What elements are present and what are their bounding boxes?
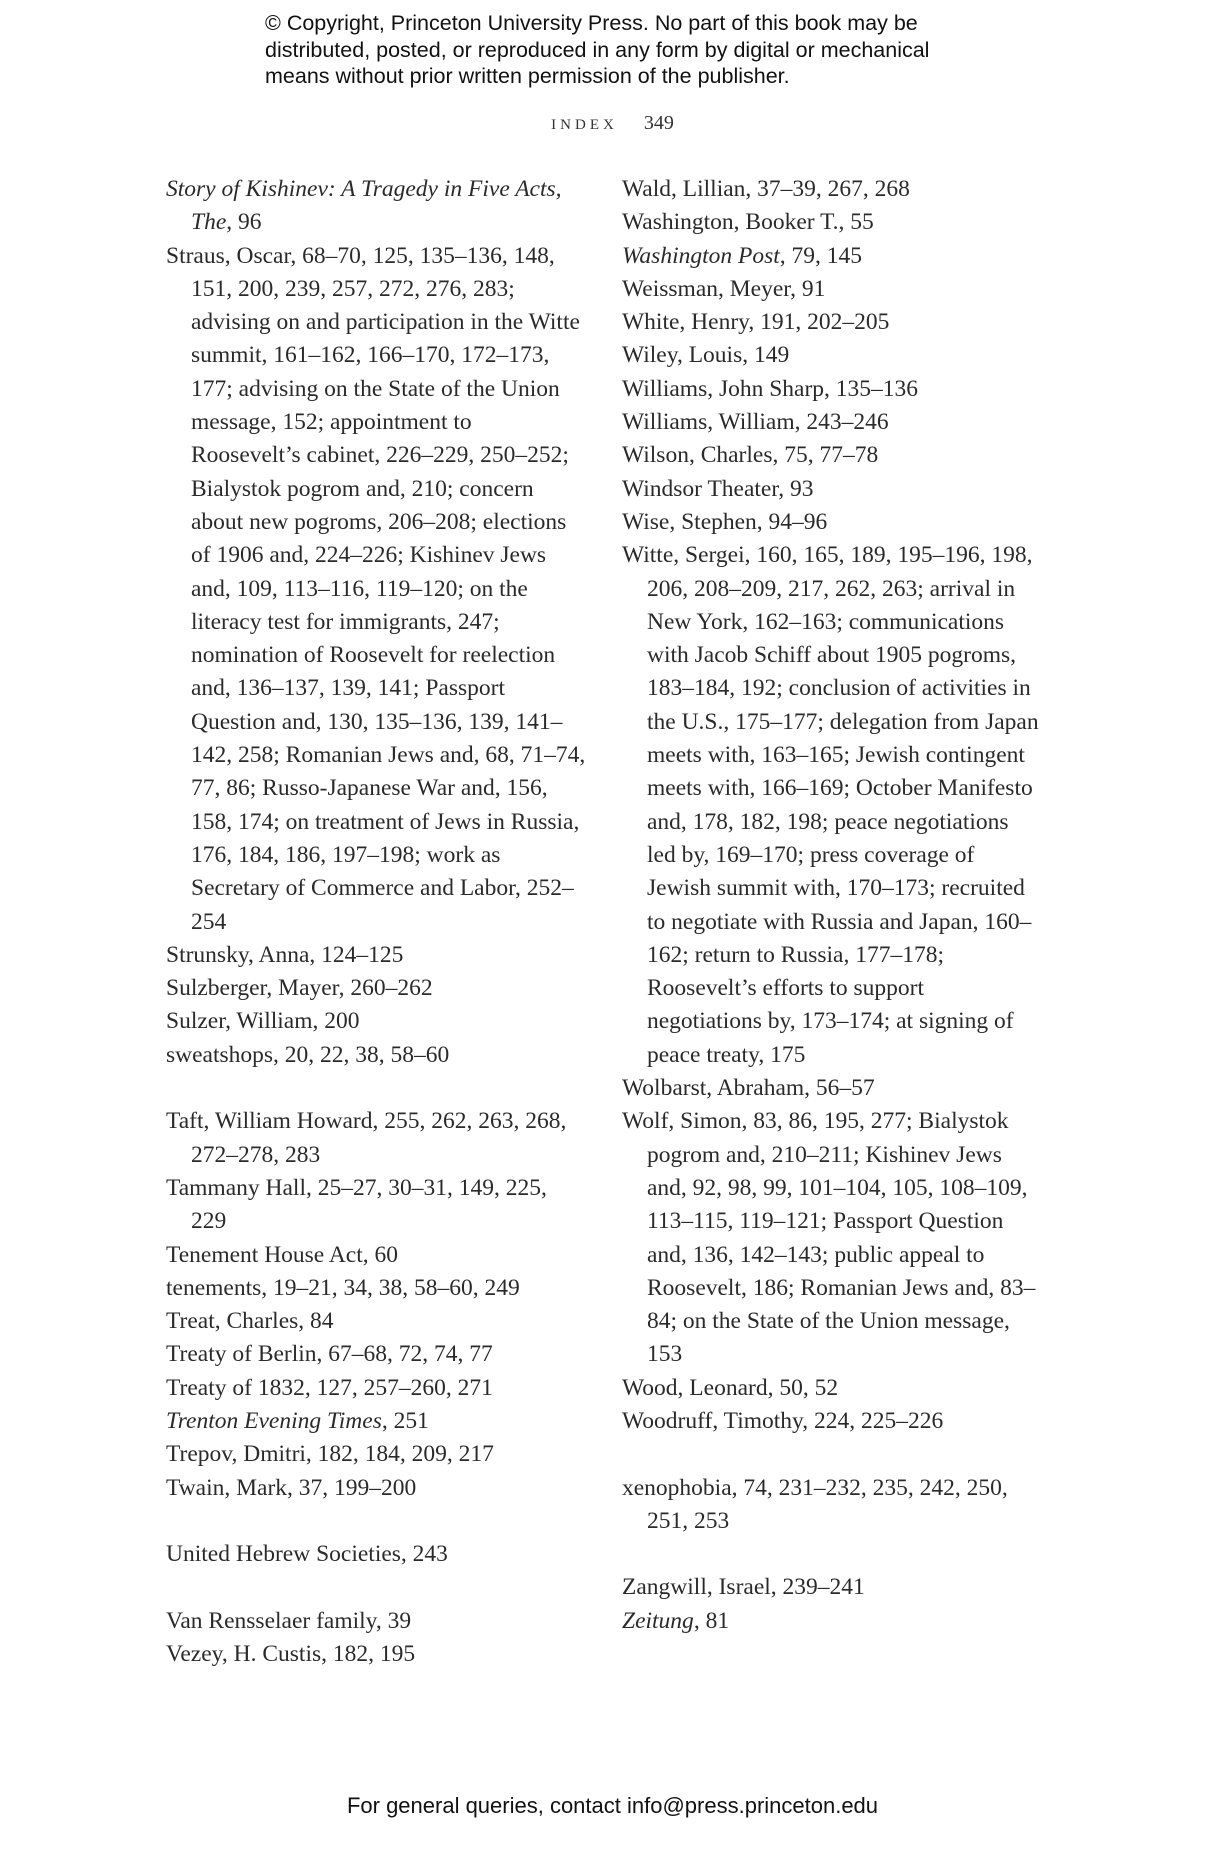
index-entry: Wise, Stephen, 94–96 <box>622 508 828 535</box>
index-entry: Tenement House Act, 60 <box>166 1241 398 1268</box>
index-entry: Sulzer, William, 200 <box>166 1008 360 1035</box>
index-entry: Taft, William Howard, 255, 262, 263, 268, 272–278, 283 <box>166 1108 567 1168</box>
running-header <box>0 112 1225 135</box>
section-gap <box>622 1538 1042 1571</box>
index-entry: Treaty of Berlin, 67–68, 72, 74, 77 <box>166 1341 493 1368</box>
index-entry: Trenton Evening Times, 251 <box>166 1407 429 1434</box>
index-entry: Sulzberger, Mayer, 260–262 <box>166 975 433 1002</box>
index-entry: Williams, William, 243–246 <box>622 409 889 436</box>
index-entry: White, Henry, 191, 202–205 <box>622 309 890 336</box>
index-entry: Vezey, H. Custis, 182, 195 <box>166 1641 416 1668</box>
header-label: INDEX <box>551 117 618 133</box>
section-gap <box>622 1438 1042 1471</box>
index-entry: Witte, Sergei, 160, 165, 189, 195–196, 198, 206, 208–209, 217, 262, 263; arrival in New York, 162–163; communications with Jacob Schiff about 1905 pogroms, 183–184, 192; conclusion of activities in the U.S., 175–177; delegation from Japan meets with, 163–165; Jewish contingent meets with, 166–169; October Manifesto and, 178, 182, 198; peace negotiations led by, 169–170; press coverage of Jewish summit with, 170–173; recruited to negotiate with Russia and Japan, 160–162; return to Russia, 177–178; Roosevelt’s efforts to support negotiations by, 173–174; at signing of peace treaty, 175 <box>622 542 1039 1068</box>
index-column-left <box>166 173 586 1671</box>
index-entry: Story of Kishinev: A Tragedy in Five Acts, The, 96 <box>166 176 562 236</box>
copyright-line: means without prior written permission of the publisher. <box>265 64 790 88</box>
index-entry: Van Rensselaer family, 39 <box>166 1607 412 1634</box>
index-entry: Trepov, Dmitri, 182, 184, 209, 217 <box>166 1441 494 1468</box>
copyright-notice <box>265 10 985 90</box>
index-entry: Wilson, Charles, 75, 77–78 <box>622 442 879 469</box>
index-entry: Windsor Theater, 93 <box>622 475 814 502</box>
index-entry: Washington, Booker T., 55 <box>622 209 874 236</box>
index-entry: Tammany Hall, 25–27, 30–31, 149, 225, 229 <box>166 1174 547 1235</box>
index-entry: Wood, Leonard, 50, 52 <box>622 1374 839 1401</box>
index-entry: Weissman, Meyer, 91 <box>622 275 826 302</box>
copyright-line: distributed, posted, or reproduced in any form by digital or mechanical <box>265 37 930 62</box>
copyright-line: © Copyright, Princeton University Press. No part of this book may be <box>265 11 918 35</box>
footer-contact: For general queries, contact info@press.princeton.edu <box>346 1793 879 1818</box>
page-number: 349 <box>643 112 674 134</box>
index-column-right <box>622 173 1042 1638</box>
index-entry: United Hebrew Societies, 243 <box>166 1541 448 1568</box>
index-entry: Strunsky, Anna, 124–125 <box>166 941 404 968</box>
index-entry: Zeitung, 81 <box>622 1607 730 1634</box>
index-entry: Washington Post, 79, 145 <box>622 242 863 269</box>
section-gap <box>166 1571 586 1604</box>
index-entry: Wiley, Louis, 149 <box>622 342 790 369</box>
section-gap <box>166 1505 586 1538</box>
index-entry: xenophobia, 74, 231–232, 235, 242, 250, 251, 253 <box>622 1474 1008 1534</box>
index-entry: Treaty of 1832, 127, 257–260, 271 <box>166 1374 493 1401</box>
index-entry: sweatshops, 20, 22, 38, 58–60 <box>166 1041 450 1068</box>
section-gap <box>166 1072 586 1105</box>
index-entry: Twain, Mark, 37, 199–200 <box>166 1474 417 1501</box>
index-entry: Treat, Charles, 84 <box>166 1308 334 1335</box>
index-entry: Williams, John Sharp, 135–136 <box>622 375 919 402</box>
index-entry: Wald, Lillian, 37–39, 267, 268 <box>622 176 910 202</box>
index-entry: Wolbarst, Abraham, 56–57 <box>622 1075 875 1102</box>
index-entry: Wolf, Simon, 83, 86, 195, 277; Bialystok pogrom and, 210–211; Kishinev Jews and, 92, 98, 99, 101–104, 105, 108–109, 113–115, 119–121; Passport Question and, 136, 142–143; public appeal to Roosevelt, 186; Romanian Jews and, 83–84; on the State of the Union message, 153 <box>622 1108 1036 1368</box>
index-entry: Straus, Oscar, 68–70, 125, 135–136, 148, 151, 200, 239, 257, 272, 276, 283; advising on and participation in the Witte summit, 161–162, 166–170, 172–173, 177; advising on the State of the Union message, 152; appointment to Roosevelt’s cabinet, 226–229, 250–252; Bialystok pogrom and, 210; concern about new pogroms, 206–208; elections of 1906 and, 224–226; Kishinev Jews and, 109, 113–116, 119–120; on the literacy test for immigrants, 247; nomination of Roosevelt for reelection and, 136–137, 139, 141; Passport Question and, 130, 135–136, 139, 141–142, 258; Romanian Jews and, 68, 71–74, 77, 86; Russo-Japanese War and, 156, 158, 174; on treatment of Jews in Russia, 176, 184, 186, 197–198; work as Secretary of Commerce and Labor, 252–254 <box>166 242 586 935</box>
index-entry: tenements, 19–21, 34, 38, 58–60, 249 <box>166 1274 520 1301</box>
index-entry: Woodruff, Timothy, 224, 225–226 <box>622 1407 944 1434</box>
index-entry: Zangwill, Israel, 239–241 <box>622 1574 865 1601</box>
